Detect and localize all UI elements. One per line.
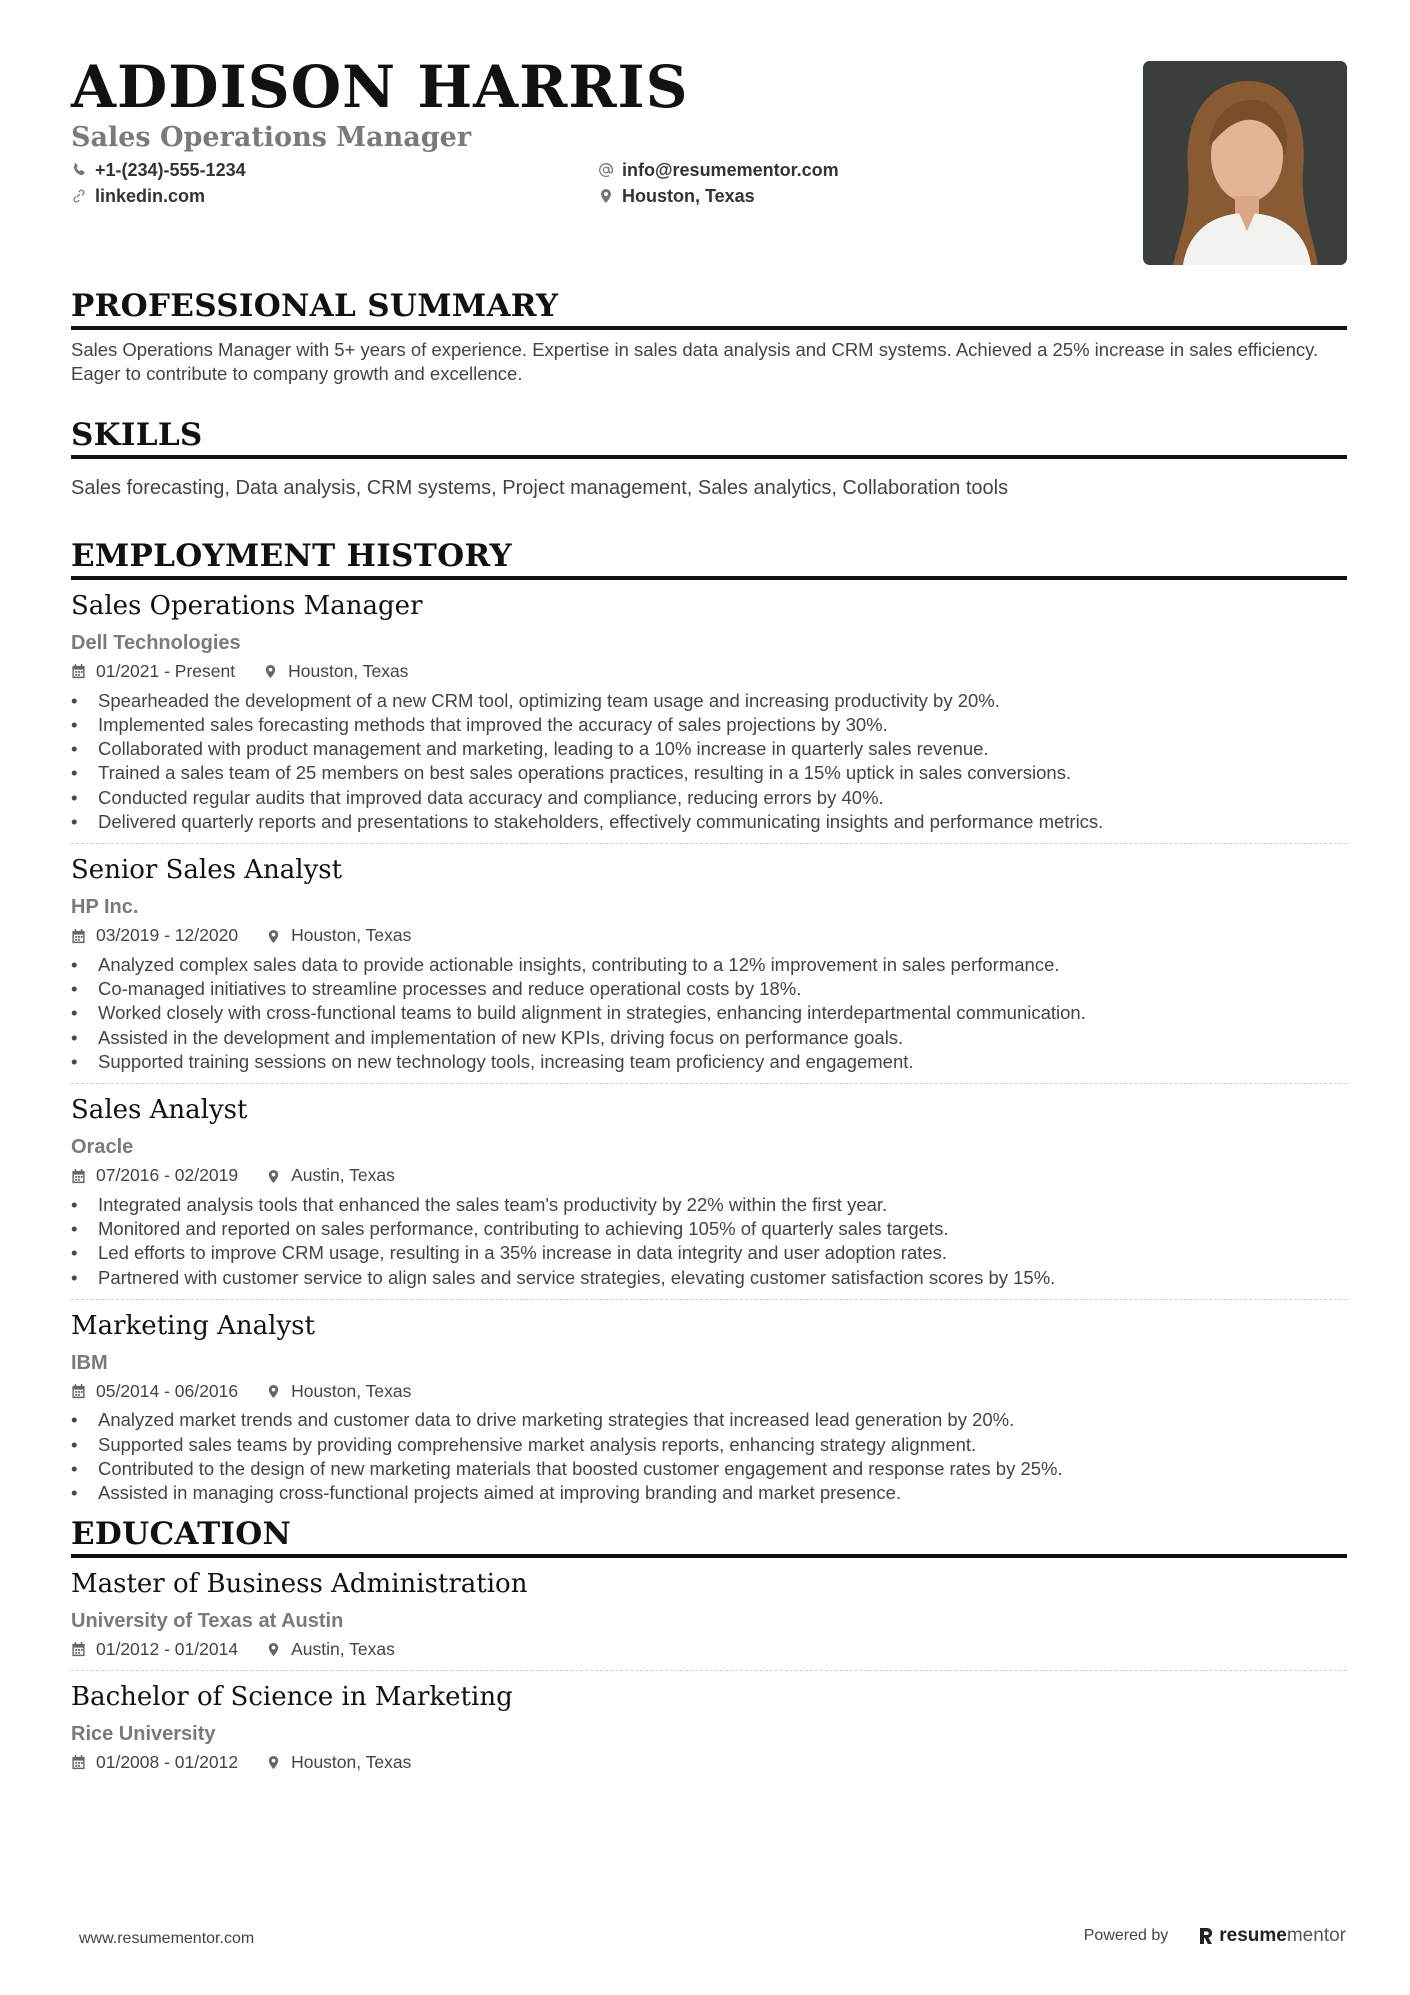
- phone-icon: [71, 162, 87, 178]
- job-bullet: • Spearheaded the development of a new CRM tool, optimizing team usage and increasing productivity by 20%.: [71, 689, 1347, 713]
- calendar-icon: [71, 929, 86, 944]
- job-bullet: • Partnered with customer service to align sales and service strategies, elevating customer satisfaction scores by 15%.: [71, 1266, 1347, 1290]
- location-pin-icon: [266, 929, 281, 944]
- job-entry: [71, 1084, 1347, 1300]
- job-location-text: Austin, Texas: [291, 1165, 395, 1186]
- calendar-icon: [71, 1384, 86, 1399]
- job-meta: [71, 1167, 1347, 1185]
- job-location: [266, 927, 411, 945]
- education-dates: 01/2008 - 01/2012: [96, 1751, 239, 1772]
- location-pin-icon: [266, 1384, 281, 1399]
- job-location: [266, 1380, 412, 1401]
- education-location-text: Austin, Texas: [291, 1639, 395, 1659]
- education-entry: [71, 1558, 1347, 1671]
- calendar-icon: [71, 1642, 86, 1657]
- calendar-icon: [71, 1755, 86, 1770]
- job-bullet: • Monitored and reported on sales performance, contributing to achieving 105% of quarterly sales targets.: [71, 1217, 1347, 1241]
- job-company: IBM: [71, 1351, 108, 1374]
- job-location-text: Houston, Texas: [291, 1380, 412, 1401]
- contact-email[interactable]: [598, 161, 839, 179]
- candidate-role: Sales Operations Manager: [71, 122, 472, 153]
- email-text: info@resumementor.com: [622, 160, 839, 180]
- job-bullet: • Integrated analysis tools that enhanced the sales team's productivity by 22% within the first year.: [71, 1193, 1347, 1217]
- education-section: [71, 1516, 1347, 1772]
- location-pin-icon: [266, 1755, 281, 1770]
- job-bullet: • Analyzed complex sales data to provide actionable insights, contributing to a 12% improvement in sales performance.: [71, 953, 1347, 977]
- calendar-icon: [71, 1169, 86, 1184]
- job-location: [263, 663, 408, 681]
- education-school: University of Texas at Austin: [71, 1610, 344, 1632]
- job-bullet: • Trained a sales team of 25 members on best sales operations practices, resulting in a 15% uptick in sales conversions.: [71, 761, 1347, 785]
- job-bullets: [71, 1408, 1347, 1505]
- job-company: HP Inc.: [71, 896, 139, 919]
- job-bullet: • Implemented sales forecasting methods that improved the accuracy of sales projections by 30%.: [71, 713, 1347, 737]
- education-heading: EDUCATION: [71, 1519, 1347, 1558]
- job-company: Dell Technologies: [71, 632, 241, 654]
- summary-section: [71, 288, 1347, 386]
- brand-mark-icon: [1198, 1927, 1214, 1945]
- job-title: Senior Sales Analyst: [71, 855, 343, 886]
- candidate-name: ADDISON HARRIS: [71, 53, 689, 121]
- job-title: Marketing Analyst: [71, 1310, 315, 1341]
- job-bullets: [71, 1193, 1347, 1290]
- job-location-text: Houston, Texas: [291, 925, 412, 946]
- job-bullet: • Supported training sessions on new technology tools, increasing team proficiency and engagement.: [71, 1050, 1347, 1074]
- employment-heading: EMPLOYMENT HISTORY: [71, 541, 1347, 580]
- skills-heading: SKILLS: [71, 420, 1347, 459]
- job-dates: 05/2014 - 06/2016: [96, 1380, 239, 1401]
- job-meta: [71, 1380, 1347, 1401]
- job-bullet: • Assisted in managing cross-functional projects aimed at improving branding and market presence.: [71, 1481, 1347, 1505]
- education-list: [71, 1558, 1347, 1771]
- location-pin-icon: [266, 1169, 281, 1184]
- job-bullets: [71, 689, 1347, 835]
- location-pin-icon: [598, 188, 614, 204]
- job-bullet: • Collaborated with product management and marketing, leading to a 10% increase in quarterly sales revenue.: [71, 737, 1347, 761]
- brand-logo[interactable]: [1198, 1925, 1346, 1947]
- profile-photo: [1143, 61, 1347, 265]
- job-bullet: • Contributed to the design of new marketing materials that boosted customer engagement and response rates by 25%.: [71, 1457, 1347, 1481]
- linkedin-text: linkedin.com: [95, 186, 206, 206]
- job-bullet: • Analyzed market trends and customer data to drive marketing strategies that increased lead generation by 20%.: [71, 1408, 1347, 1432]
- phone-text: +1-(234)-555-1234: [95, 160, 246, 180]
- contact-linkedin[interactable]: [71, 187, 205, 205]
- skills-text: Sales forecasting, Data analysis, CRM systems, Project management, Sales analytics, Collaboration tools: [71, 477, 1009, 499]
- location-text: Houston, Texas: [622, 186, 755, 206]
- footer-website[interactable]: www.resumementor.com: [79, 1930, 255, 1947]
- location-pin-icon: [263, 664, 278, 679]
- education-location: [266, 1751, 412, 1772]
- job-bullet: • Co-managed initiatives to streamline processes and reduce operational costs by 18%.: [71, 977, 1347, 1001]
- job-dates: 03/2019 - 12/2020: [96, 925, 239, 946]
- summary-text: Sales Operations Manager with 5+ years of experience. Expertise in sales data analysis and CRM systems. Achieved a 25% increase in sales efficiency. Eager to contribute to company growth and excellence.: [71, 339, 1319, 384]
- contact-location: [598, 187, 755, 205]
- brand-name-light: mentor: [1286, 1925, 1346, 1946]
- job-bullet: • Supported sales teams by providing comprehensive market analysis reports, enhancing strategy alignment.: [71, 1433, 1347, 1457]
- job-list: [71, 580, 1347, 1515]
- job-title: Sales Analyst: [71, 1095, 248, 1126]
- calendar-icon: [71, 664, 86, 679]
- at-icon: [598, 162, 614, 178]
- location-pin-icon: [266, 1642, 281, 1657]
- education-location-text: Houston, Texas: [291, 1751, 412, 1772]
- job-bullet: • Conducted regular audits that improved data accuracy and compliance, reducing errors by 40%.: [71, 786, 1347, 810]
- brand-name-bold: resume: [1219, 1925, 1287, 1946]
- link-icon: [71, 188, 87, 204]
- job-bullet: • Worked closely with cross-functional teams to build alignment in strategies, enhancing interdepartmental communication.: [71, 1001, 1347, 1025]
- education-dates: 01/2012 - 01/2014: [96, 1639, 239, 1659]
- education-meta: [71, 1641, 1347, 1659]
- contact-phone[interactable]: [71, 161, 246, 179]
- education-meta: [71, 1751, 1347, 1772]
- job-company: Oracle: [71, 1136, 134, 1159]
- summary-heading: PROFESSIONAL SUMMARY: [71, 291, 1347, 330]
- job-meta: [71, 663, 1347, 681]
- job-entry: [71, 1300, 1347, 1515]
- education-degree: Bachelor of Science in Marketing: [71, 1681, 513, 1712]
- education-entry: [71, 1671, 1347, 1772]
- job-entry: [71, 844, 1347, 1084]
- job-location: [266, 1167, 395, 1185]
- job-bullet: • Assisted in the development and implementation of new KPIs, driving focus on performance goals.: [71, 1026, 1347, 1050]
- job-meta: [71, 927, 1347, 945]
- job-bullet: • Delivered quarterly reports and presentations to stakeholders, effectively communicating insights and performance metrics.: [71, 810, 1347, 834]
- education-location: [266, 1641, 395, 1659]
- skills-section: [71, 417, 1347, 500]
- resume-page: [71, 0, 1347, 1995]
- job-title: Sales Operations Manager: [71, 591, 423, 621]
- job-dates: 01/2021 - Present: [96, 661, 236, 681]
- resume-header: [71, 0, 1347, 280]
- job-dates: 07/2016 - 02/2019: [96, 1165, 239, 1186]
- job-location-text: Houston, Texas: [288, 661, 409, 681]
- education-degree: Master of Business Administration: [71, 1569, 528, 1599]
- job-bullets: [71, 953, 1347, 1074]
- education-school: Rice University: [71, 1722, 216, 1745]
- employment-section: [71, 538, 1347, 1515]
- footer-branding: [1084, 1925, 1346, 1947]
- job-bullet: • Led efforts to improve CRM usage, resulting in a 35% increase in data integrity and user adoption rates.: [71, 1241, 1347, 1265]
- job-entry: [71, 580, 1347, 844]
- powered-by-text: Powered by: [1083, 1927, 1169, 1944]
